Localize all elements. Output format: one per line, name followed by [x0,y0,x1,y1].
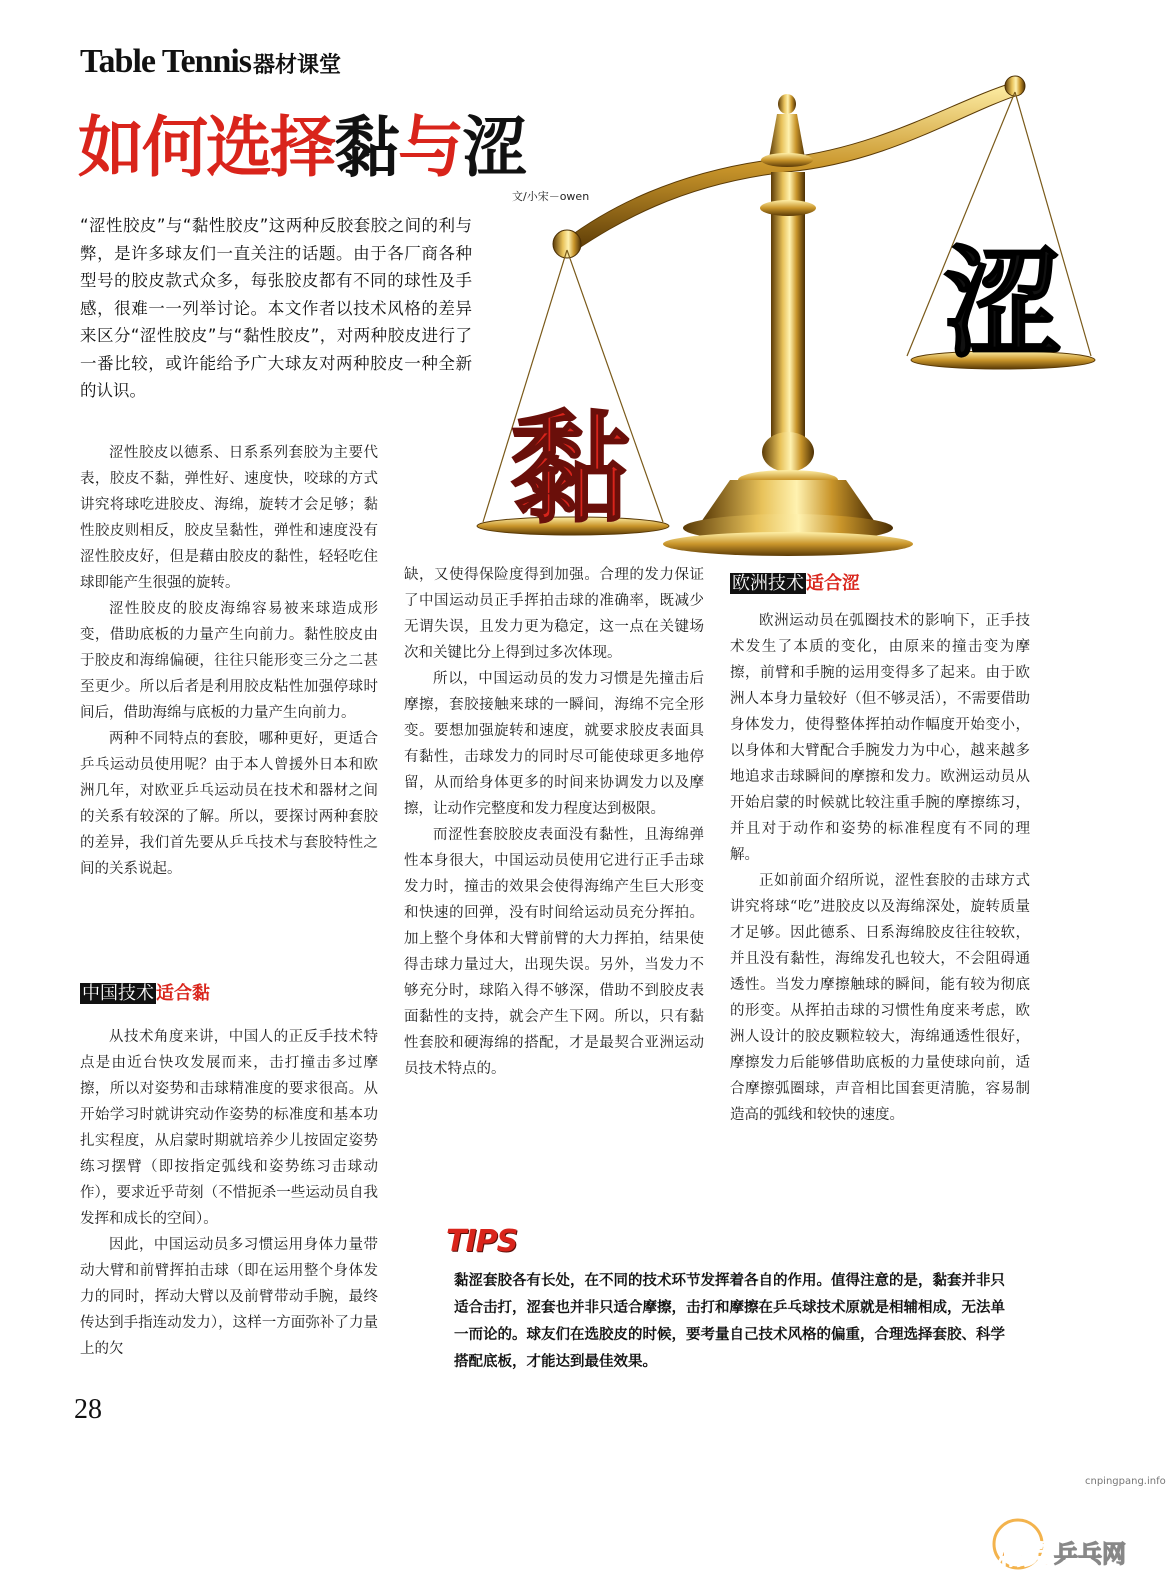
subheading-china [80,982,210,1006]
section-label: Table Tennis [80,43,252,80]
section-header [80,40,341,88]
title-part3: 与 [398,109,462,186]
site-watermark-logo [988,1498,1148,1578]
section-category: 器材课堂 [253,53,342,78]
column-1-top [80,440,378,882]
subheading-china-accent: 适合黏 [156,983,210,1004]
title-part1: 如何选择 [78,109,334,186]
tips-body: 黏涩套胶各有长处，在不同的技术环节发挥着各自的作用。值得注意的是，黏套并非只适合击打，涩套也并非只适合摩擦，击打和摩擦在乒乓球技术原就是相辅相成，无法单一而论的。球友们在选胶皮的时候，要考量自己技术风格的偏重，合理选择套胶、科学搭配底板，才能达到最佳效果。 [454,1273,1005,1370]
finial-ring [761,153,813,167]
watermark-left-text: 精英 [998,1541,1051,1571]
tips-title: TIPS [446,1224,518,1259]
column-3 [730,608,1030,1128]
paragraph: 欧洲运动员在弧圈技术的影响下，正手技术发生了本质的变化，由原来的撞击变为摩擦，前臂和手腕的运用变得多了起来。由于欧洲人本身力量较好（但不够灵活），不需要借助身体发力，使得整体挥拍动作幅度开始变小，以身体和大臂配合手腕发力为中心，越来越多地追求击球瞬间的摩擦和发力。欧洲运动员从开始启蒙的时候就比较注重手腕的摩擦练习，并且对于动作和姿势的标准程度有不同的理解。 [730,613,1030,863]
subheading-china-label: 中国技术 [82,983,154,1004]
paragraph: 两种不同特点的套胶，哪种更好，更适合乒乓运动员使用呢？由于本人曾援外日本和欧洲几年，对欧亚乒乓运动员在技术和器材之间的关系有较深的了解。所以，要探讨两种套胶的差异，我们首先要从乒乓技术与套胶特性之间的关系说起。 [80,731,378,877]
beam-left-end [553,230,581,258]
balance-scale-illustration [455,60,1095,560]
column-knob [762,432,814,472]
subheading-europe [730,572,860,596]
title-part2: 黏 [334,109,398,186]
subheading-europe-label: 欧洲技术 [732,573,804,594]
paragraph: 涩性胶皮以德系、日系系列套胶为主要代表，胶皮不黏，弹性好、速度快，咬球的方式讲究将球吃进胶皮、海绵，旋转才会足够；黏性胶皮则相反，胶皮呈黏性，弹性和速度没有涩性胶皮好，但是藉由胶皮的黏性，轻轻吃住球即能产生很强的旋转。 [80,445,378,591]
site-url: cnpingpang.info [1085,1476,1166,1487]
byline: 文/小宋－owen [512,190,590,203]
watermark-right-text: 乒乓网 [1054,1540,1126,1568]
column-2 [404,562,704,1082]
paragraph: 所以，中国运动员的发力习惯是先撞击后摩擦，套胶接触来球的一瞬间，海绵不完全形变。要想加强旋转和速度，就要求胶皮表面具有黏性，击球发力的同时尽可能使球更多地停留，从而给身体更多的时间来协调发力以及摩擦，让动作完整度和发力程度达到极限。 [404,671,704,817]
paragraph: 正如前面介绍所说，涩性套胶的击球方式讲究将球“吃”进胶皮以及海绵深处，旋转质量才足够。因此德系、日系海绵胶皮往往较软，并且没有黏性，海绵发孔也较大，不会阻碍通透性。当发力摩擦触球的瞬间，能有较为彻底的形变。从挥拍击球的习惯性角度来考虑，欧洲人设计的胶皮颗粒较大，海绵通透性很好，摩擦发力后能够借助底板的力量使球向前，适合摩擦弧圈球，声音相比国套更清脆，容易制造高的弧线和较快的速度。 [730,873,1030,1123]
paragraph: 涩性胶皮的胶皮海绵容易被来球造成形变，借助底板的力量产生向前力。黏性胶皮由于胶皮和海绵偏硬，往往只能形变三分之二甚至更少。所以后者是利用胶皮粘性加强停球时间后，借助海绵与底板的力量产生向前力。 [80,601,378,721]
paragraph: 因此，中国运动员多习惯运用身体力量带动大臂和前臂挥拍击球（即在运用整个身体发力的同时，挥动大臂以及前臂带动手腕，最终传达到手指连动发力），这样一方面弥补了力量上的欠 [80,1237,378,1357]
article-intro: “涩性胶皮”与“黏性胶皮”这两种反胶套胶之间的利与弊，是许多球友们一直关注的话题。由于各厂商各种型号的胶皮款式众多，每张胶皮都有不同的球性及手感，很难一一列举讨论。本文作者以技术风格的差异来区分“涩性胶皮”与“黏性胶皮”，对两种胶皮进行了一番比较，或许能给予广大球友对两种胶皮一种全新的认识。 [80,216,472,400]
page-number: 28 [74,1394,102,1425]
right-pan-char: 涩 [943,235,1063,374]
paragraph: 而涩性套胶胶皮表面没有黏性，且海绵弹性本身很大，中国运动员使用它进行正手击球发力时，撞击的效果会使得海绵产生巨大形变和快速的回弹，没有时间给运动员充分挥拍。加上整个身体和大臂前臂的大力挥拍，结果使得击球力量过大，出现失误。另外，当发力不够充分时，球陷入得不够深，借助不到胶皮表面黏性的支持，就会产生下网。所以，只有黏性套胶和硬海绵的搭配，才是最契合亚洲运动员技术特点的。 [404,827,704,1077]
subheading-europe-accent: 适合涩 [806,573,860,594]
title-part4: 涩 [462,109,526,186]
base-tier4 [663,532,913,556]
column-1-bottom [80,1024,378,1362]
finial-top [778,94,796,114]
finial-body [769,114,805,158]
left-pan-char: 黏 [510,400,630,539]
paragraph: 缺，又使得保险度得到加强。合理的发力保证了中国运动员正手挥拍击球的准确率，既减少无谓失误，且发力更为稳定，这一点在关键场次和关键比分上得到过多次体现。 [404,567,704,661]
column-cap [760,200,816,216]
paragraph: 从技术角度来讲，中国人的正反手技术特点是由近台快攻发展而来，击打撞击多过摩擦，所以对姿势和击球精准度的要求很高。从开始学习时就讲究动作姿势的标准度和基本功扎实程度，从启蒙时期就培养少儿按固定姿势练习摆臂（即按指定弧线和姿势练习击球动作），要求近乎苛刻（不惜扼杀一些运动员自我发挥和成长的空间）。 [80,1029,378,1227]
